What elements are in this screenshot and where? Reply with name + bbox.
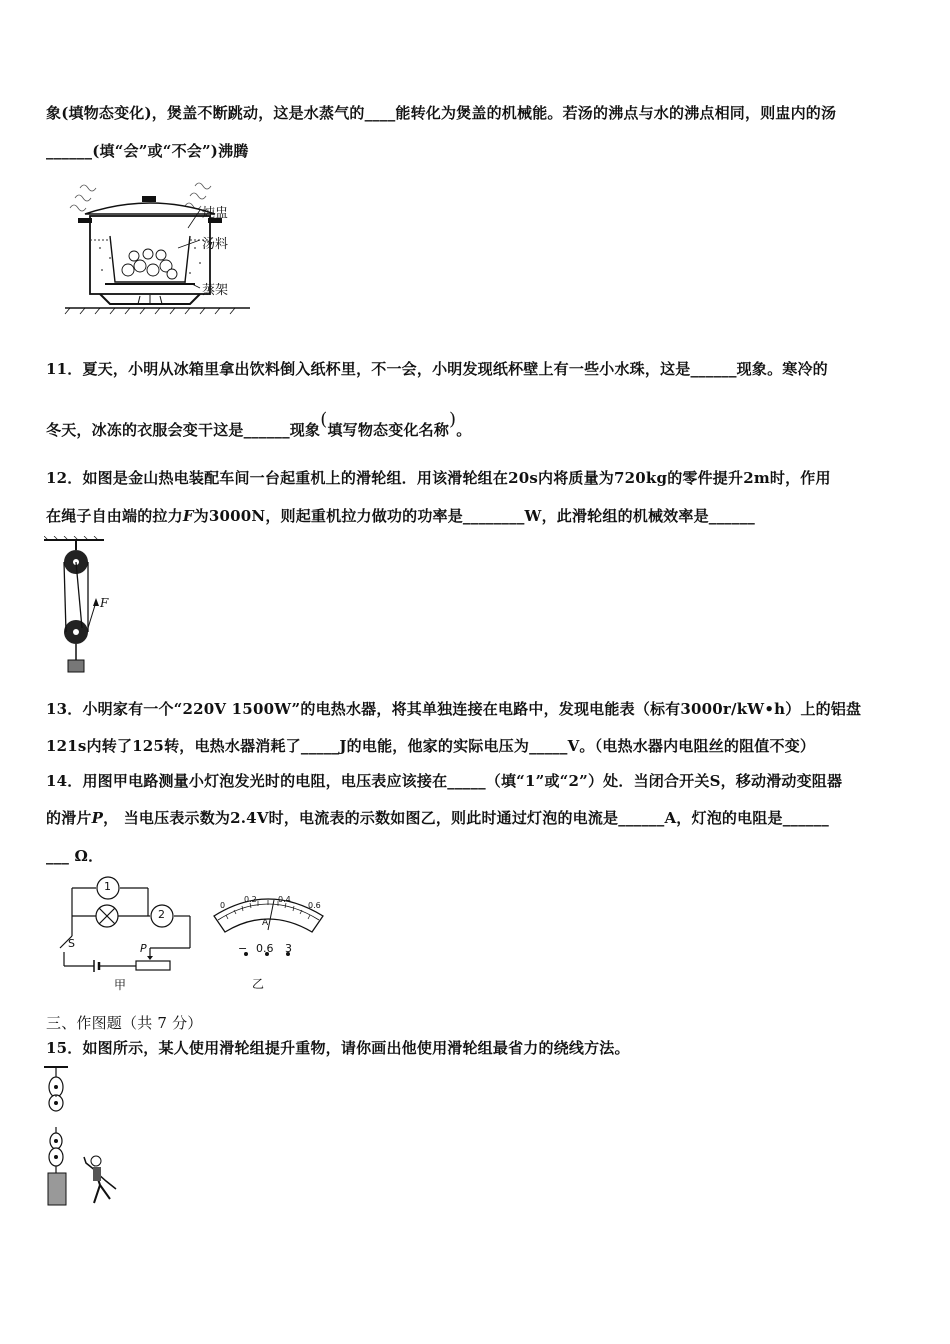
q12-line2-a: 在绳子自由端的拉力 [46, 507, 183, 525]
q11-line2-text: 冬天，冰冻的衣服会变干这是______现象 [46, 421, 321, 439]
q13-line2: 121s内转了125转，电热水器消耗了_____J的电能，他家的实际电压为_____V。（电热水器内电阻丝的阻值不变） [46, 737, 816, 755]
q10-continuation-line2: ______(填“会”或“不会”)沸腾 [46, 142, 249, 160]
q14-line2 [46, 807, 829, 828]
q12-line2-b: 为3000N，则起重机拉力做功的功率是________W，此滑轮组的机械效率是______ [193, 507, 755, 525]
q14-line3: ___ Ω． [46, 847, 104, 865]
q12-line2 [46, 505, 755, 526]
pulley-figure-q12 [44, 536, 124, 676]
q14-line1: 14．用图甲电路测量小灯泡发光时的电阻，电压表应该接在_____（填“1”或“2”）处．当闭合开关S，移动滑动变阻器 [46, 772, 843, 790]
q12-line1: 12．如图是金山热电装配车间一台起重机上的滑轮组．用该滑轮组在20s内将质量为720kg的零件提升2m时，作用 [46, 469, 831, 487]
section3-title: 三、作图题（共 7 分） [46, 1014, 203, 1032]
q11-paren-open: ( [320, 409, 328, 430]
pot-label-bot: 蒸架 [202, 283, 229, 298]
ammeter-caption: 乙 [252, 977, 265, 991]
q11-paren-close: ) [449, 409, 457, 430]
q14-line2-b: ， 当电压表示数为2.4V时，电流表的示数如图乙，则此时通过灯泡的电流是______A，灯泡的电阻是______ [103, 809, 829, 827]
ammeter-terminal-3: 3 [285, 942, 292, 955]
ammeter-terminal-06: 0.6 [256, 942, 274, 955]
q14-var-p: P [91, 809, 104, 827]
ammeter-unit: A [262, 918, 269, 928]
pot-label-mid: 汤料 [202, 237, 229, 252]
circuit-slider-label: P [140, 942, 147, 955]
pot-label-top: 炖盅 [202, 206, 229, 221]
pulley-person-figure-q15 [40, 1063, 140, 1213]
q11-line2 [46, 409, 472, 440]
ammeter-scale-0: 0 [220, 901, 226, 910]
circuit-switch-label: S [68, 937, 75, 950]
q15-line1: 15．如图所示，某人使用滑轮组提升重物，请你画出他使用滑轮组最省力的绕线方法。 [46, 1039, 630, 1057]
circuit-meter1-label: 1 [104, 880, 111, 893]
q14-line2-a: 的滑片 [46, 809, 92, 827]
q11-line2-end: 。 [456, 421, 472, 439]
q11-paren-text: 填写物态变化名称 [327, 421, 450, 439]
pulley-force-label: F [100, 596, 109, 610]
q10-continuation-line1: 象(填物态变化)，煲盖不断跳动，这是水蒸气的____能转化为煲盖的机械能。若汤的沸点与水的沸点相同，则盅内的汤 [46, 104, 837, 122]
ammeter-scale-1: 0.2 [244, 895, 257, 904]
circuit-figure-jia [50, 876, 200, 986]
q13-line1: 13．小明家有一个“220V 1500W”的电热水器，将其单独连接在电路中，发现电能表（标有3000r/kW•h）上的铝盘 [46, 700, 862, 718]
circuit-meter2-label: 2 [158, 908, 165, 921]
ammeter-scale-2: 0.4 [278, 895, 291, 904]
q12-var-f: F [182, 507, 194, 525]
steamer-pot-figure [60, 178, 260, 318]
q11-line1: 11．夏天，小明从冰箱里拿出饮料倒入纸杯里，不一会，小明发现纸杯壁上有一些小水珠，这是______现象。寒冷的 [46, 360, 828, 378]
ammeter-terminal-neg: − [238, 942, 248, 955]
ammeter-scale-3: 0.6 [308, 901, 321, 910]
circuit-caption: 甲 [114, 978, 127, 992]
